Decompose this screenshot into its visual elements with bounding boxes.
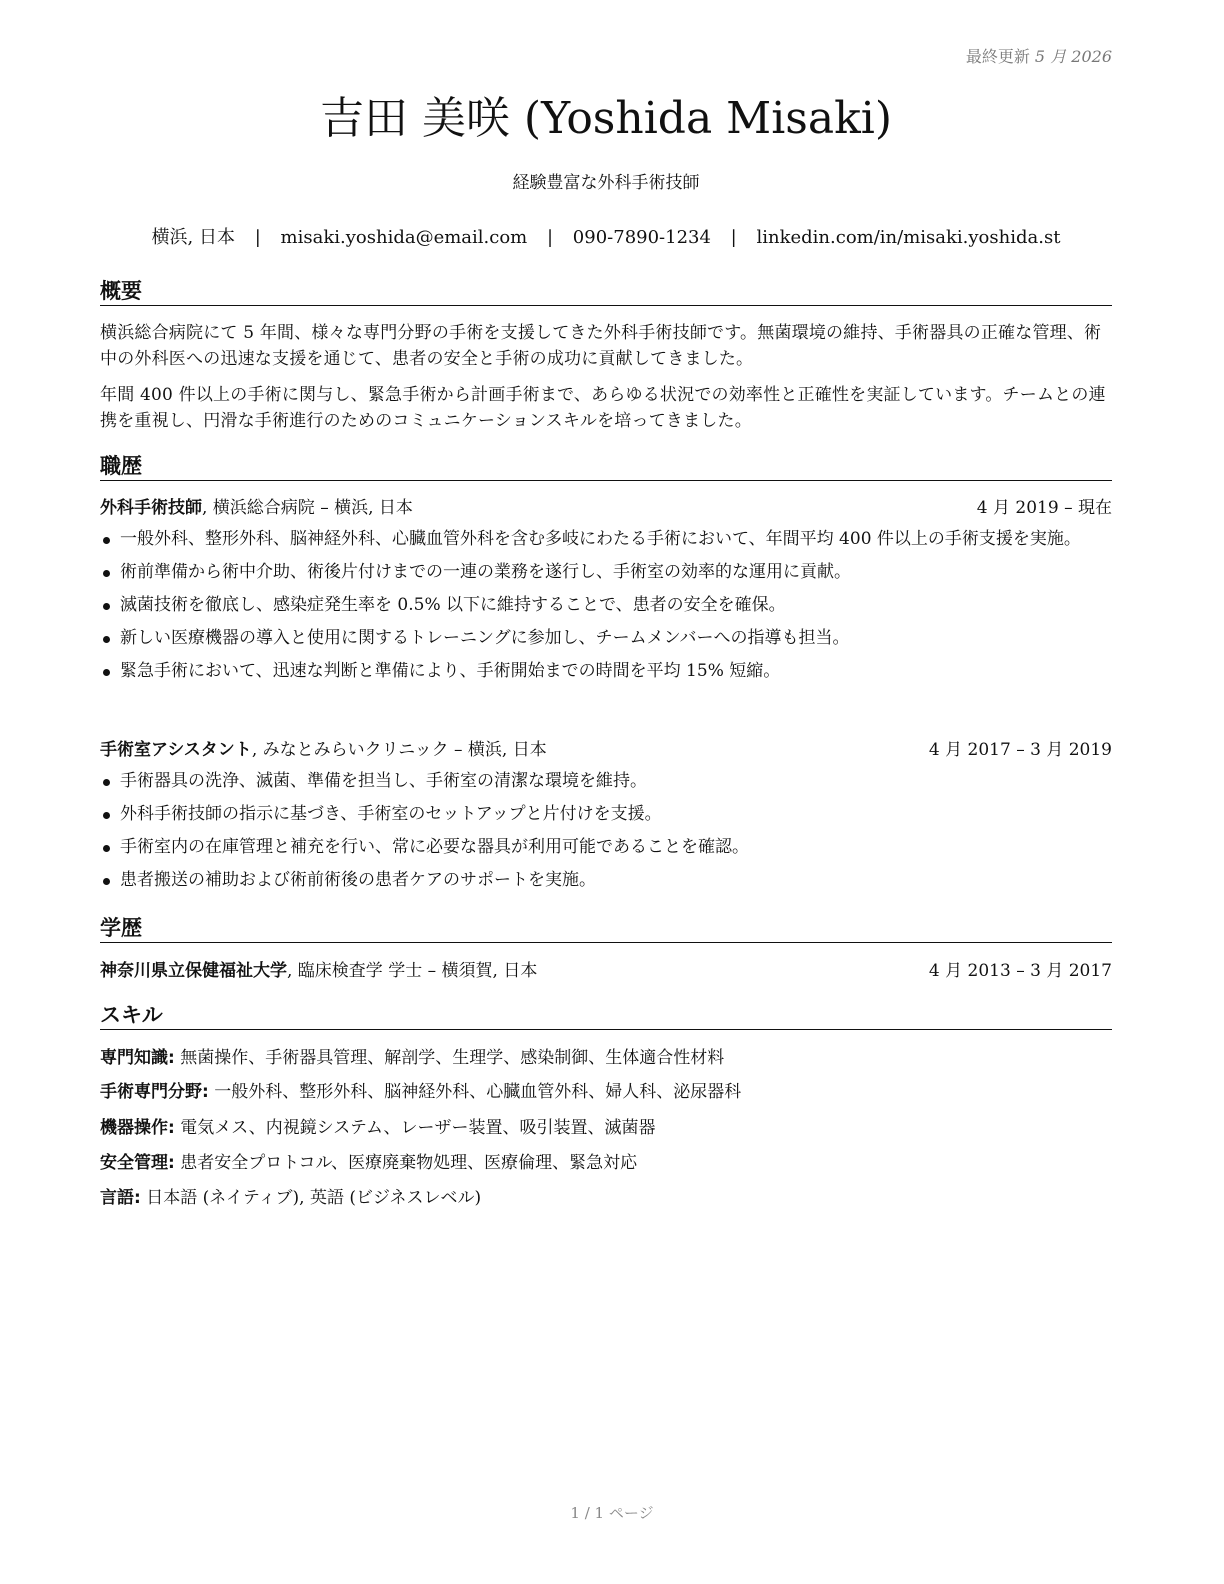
last-updated — [966, 44, 1112, 67]
section-title-experience: 職歴 — [100, 452, 1112, 481]
section-title-skills: スキル — [100, 1001, 1112, 1030]
job-bullets — [100, 769, 1112, 901]
list-item: 術前準備から術中介助、術後片付けまでの一連の業務を遂行し、手術室の効率的な運用に貢献。 — [100, 560, 1112, 585]
job-header — [100, 737, 1112, 763]
contact-separator: | — [730, 227, 737, 248]
contact-linkedin[interactable]: linkedin.com/in/misaki.yoshida.st — [756, 227, 1061, 248]
list-item: 新しい医療機器の導入と使用に関するトレーニングに参加し、チームメンバーへの指導も担当。 — [100, 626, 1112, 651]
skill-label: 言語: — [100, 1188, 141, 1208]
summary-paragraph: 年間 400 件以上の手術に関与し、緊急手術から計画手術まで、あらゆる状況での効率性と正確性を実証しています。チームとの連携を重視し、円滑な手術進行のためのコミュニケーションスキルを培ってきました。 — [100, 385, 1106, 431]
education-dates: 4 月 2013 – 3 月 2017 — [928, 961, 1112, 981]
last-updated-value: 5 月 2026 — [1034, 47, 1112, 66]
resume-page — [100, 0, 1112, 1584]
skill-value: 無菌操作、手術器具管理、解剖学、生理学、感染制御、生体適合性材料 — [174, 1048, 725, 1068]
skill-value: 一般外科、整形外科、脳神経外科、心臓血管外科、婦人科、泌尿器科 — [208, 1082, 742, 1102]
skill-value: 患者安全プロトコル、医療廃棄物処理、医療倫理、緊急対応 — [174, 1153, 638, 1173]
list-item: 手術器具の洗浄、滅菌、準備を担当し、手術室の清潔な環境を維持。 — [100, 769, 1112, 794]
skill-line — [100, 1079, 1112, 1105]
job-dates: 4 月 2019 – 現在 — [976, 498, 1112, 518]
job-title-line — [100, 737, 547, 763]
page-indicator: 1 / 1 ページ — [570, 1504, 654, 1522]
skill-line — [100, 1150, 1112, 1176]
education-school: 神奈川県立保健福祉大学 — [100, 961, 287, 981]
list-item: 緊急手術において、迅速な判断と準備により、手術開始までの時間を平均 15% 短縮。 — [100, 659, 1112, 684]
contact-email[interactable]: misaki.yoshida@email.com — [280, 227, 528, 248]
skill-label: 専門知識: — [100, 1048, 175, 1068]
last-updated-prefix: 最終更新 — [965, 47, 1030, 66]
skill-label: 機器操作: — [100, 1118, 175, 1138]
job-org: , 横浜総合病院 – 横浜, 日本 — [202, 498, 413, 518]
contact-separator: | — [254, 227, 261, 248]
education-title-line — [100, 958, 537, 984]
job-bullets — [100, 527, 1112, 692]
job-role: 外科手術技師 — [100, 498, 202, 518]
skill-line — [100, 1045, 1112, 1071]
summary-paragraph: 横浜総合病院にて 5 年間、様々な専門分野の手術を支援してきた外科手術技師です。無菌環境の維持、手術器具の正確な管理、術中の外科医への迅速な支援を通じて、患者の安全と手術の成功に貢献してきました。 — [100, 323, 1102, 369]
education-degree: , 臨床検査学 学士 – 横須賀, 日本 — [287, 961, 538, 981]
job-title-line — [100, 495, 413, 521]
list-item: 患者搬送の補助および術前術後の患者ケアのサポートを実施。 — [100, 868, 1112, 893]
skill-label: 安全管理: — [100, 1153, 175, 1173]
headline: 経験豊富な外科手術技師 — [512, 173, 700, 193]
list-item: 滅菌技術を徹底し、感染症発生率を 0.5% 以下に維持することで、患者の安全を確保。 — [100, 593, 1112, 618]
education-entry — [100, 958, 1112, 984]
job-header — [100, 495, 1112, 521]
skill-line — [100, 1115, 1112, 1141]
skill-label: 手術専門分野: — [100, 1082, 209, 1102]
list-item: 外科手術技師の指示に基づき、手術室のセットアップと片付けを支援。 — [100, 802, 1112, 827]
contact-phone[interactable]: 090-7890-1234 — [572, 227, 711, 248]
job-role: 手術室アシスタント — [100, 740, 252, 760]
skill-value: 電気メス、内視鏡システム、レーザー装置、吸引装置、滅菌器 — [174, 1118, 656, 1138]
contact-location: 横浜, 日本 — [151, 227, 235, 248]
job-dates: 4 月 2017 – 3 月 2019 — [928, 740, 1112, 760]
contact-separator: | — [546, 227, 554, 248]
job-org: , みなとみらいクリニック – 横浜, 日本 — [251, 740, 547, 760]
skill-value: 日本語 (ネイティブ), 英語 (ビジネスレベル) — [140, 1188, 482, 1208]
contact-line — [100, 225, 1112, 251]
skill-line — [100, 1185, 1112, 1211]
person-name: 吉田 美咲 (Yoshida Misaki) — [319, 93, 893, 144]
list-item: 手術室内の在庫管理と補充を行い、常に必要な器具が利用可能であることを確認。 — [100, 835, 1112, 860]
list-item: 一般外科、整形外科、脳神経外科、心臓血管外科を含む多岐にわたる手術において、年間平均 400 件以上の手術支援を実施。 — [100, 527, 1112, 552]
section-title-education: 学歴 — [100, 914, 1112, 943]
section-title-summary: 概要 — [100, 277, 1112, 306]
